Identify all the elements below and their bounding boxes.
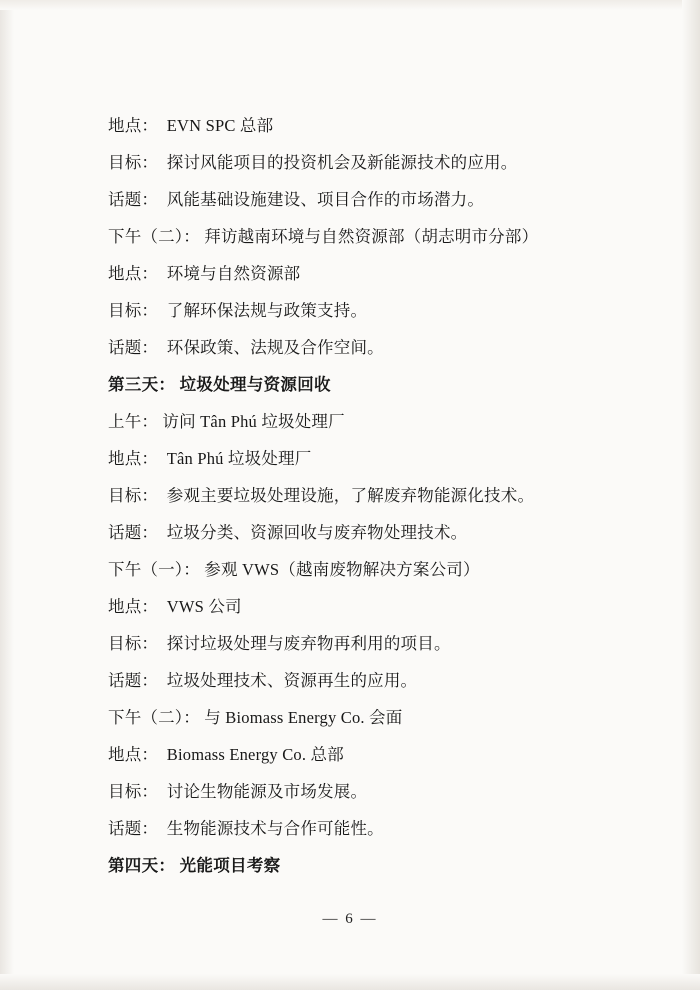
page-edge-right [682,0,700,990]
text-line: 地点： Biomass Energy Co. 总部 [108,745,344,764]
section-heading: 第四天： 光能项目考察 [108,856,281,875]
page-edge-bottom [0,974,700,990]
text-line: 地点： Tân Phú 垃圾处理厂 [108,449,312,468]
section-heading: 第三天： 垃圾处理与资源回收 [108,375,331,394]
page-edge-top [0,0,700,10]
text-line: 地点： VWS 公司 [108,597,242,616]
text-line: 目标： 参观主要垃圾处理设施，了解废弃物能源化技术。 [108,486,535,505]
text-line: 目标： 讨论生物能源及市场发展。 [108,782,368,801]
document-body [108,118,628,875]
text-line: 下午（一）： 参观 VWS（越南废物解决方案公司） [108,560,480,579]
page-number-footer: — 6 — [322,911,378,927]
page-edge-left [0,0,14,990]
text-line: 目标： 探讨垃圾处理与废弃物再利用的项目。 [108,634,451,653]
text-line: 目标： 了解环保法规与政策支持。 [108,301,368,320]
text-line: 下午（二）： 与 Biomass Energy Co. 会面 [108,708,403,727]
text-line: 话题： 生物能源技术与合作可能性。 [108,819,384,838]
text-line: 话题： 风能基础设施建设、项目合作的市场潜力。 [108,190,485,209]
text-line: 地点： EVN SPC 总部 [108,116,274,135]
text-line: 下午（二）： 拜访越南环境与自然资源部（胡志明市分部） [108,227,539,246]
text-line: 话题： 垃圾处理技术、资源再生的应用。 [108,671,418,690]
text-line: 地点： 环境与自然资源部 [108,264,301,283]
text-line: 话题： 垃圾分类、资源回收与废弃物处理技术。 [108,523,468,542]
text-line: 话题： 环保政策、法规及合作空间。 [108,338,384,357]
text-line: 上午： 访问 Tân Phú 垃圾处理厂 [108,412,345,431]
text-line: 目标： 探讨风能项目的投资机会及新能源技术的应用。 [108,153,518,172]
